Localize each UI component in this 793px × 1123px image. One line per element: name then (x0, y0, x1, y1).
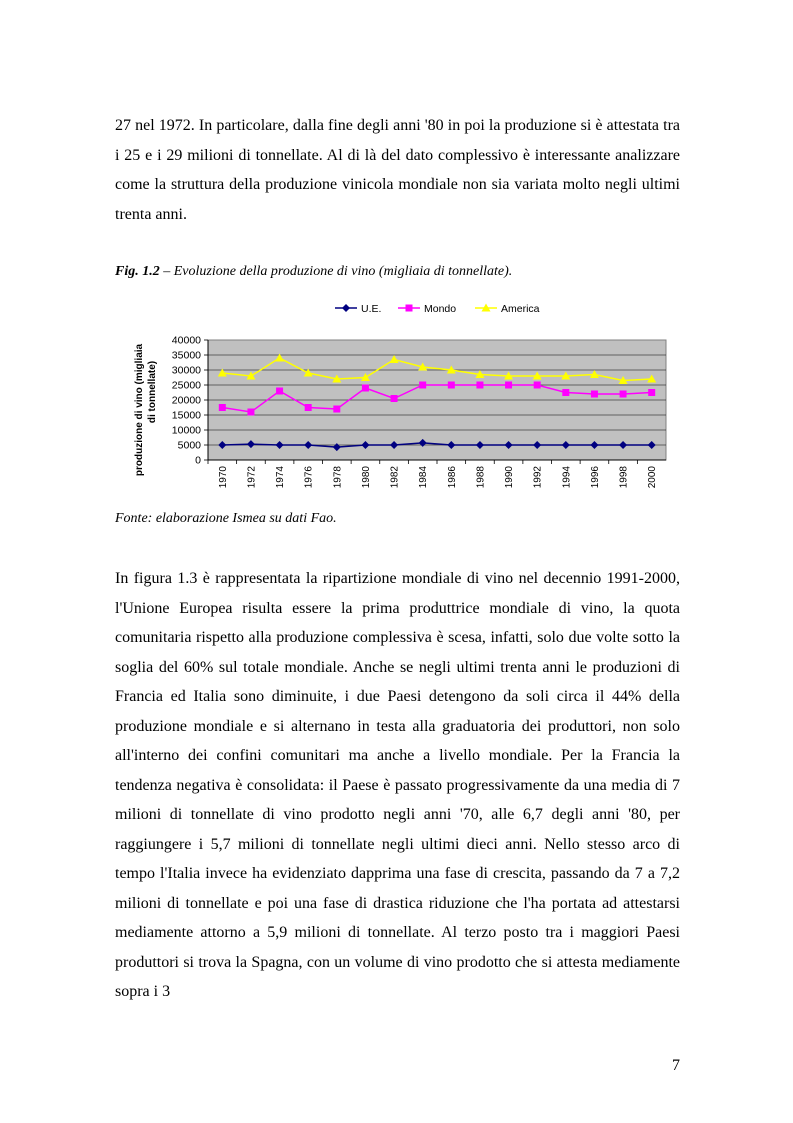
data-point-mondo (419, 382, 426, 389)
y-tick-label: 30000 (171, 364, 201, 377)
figure-label: Fig. 1.2 (115, 264, 160, 279)
x-tick-label: 2000 (647, 466, 659, 489)
body-paragraph-2: In figura 1.3 è rappresentata la ripartizione mondiale di vino nel decennio 1991-2000, l'Unione Europea risulta essere la prima produttrice mondiale di vino, la quota comunitaria rispetto alla produzione complessiva è scesa, infatti, solo due volte sotto la soglia del 60% sul totale mondiale. Anche se negli ultimi trenta anni le produzioni di Francia ed Italia sono diminuite, i due Paesi detengono da soli circa il 44% della produzione mondiale e si alternano in testa alla graduatoria dei produttori, non solo all'interno dei confini comunitari ma anche a livello mondiale. Per la Francia la tendenza negativa è consolidata: il Paese è passato progressivamente da una media di 7 milioni di tonnellate di vino prodotto negli anni '70, alle 6,7 degli anni '80, per raggiungere i 5,7 milioni di tonnellate negli ultimi dieci anni. Nello stesso arco di tempo l'Italia invece ha evidenziato dapprima una fase di crescita, passando da 7 a 7,2 milioni di tonnellate e poi una fase di drastica riduzione che l'ha portata ad attestarsi mediamente attorno a 5,9 milioni di tonnellate. Al terzo posto tra i maggiori Paesi produttori si trova la Spagna, con un volume di vino prodotto che si attesta mediamente sopra i 3 (115, 570, 680, 1000)
wine-production-chart (120, 295, 680, 500)
figure-caption (115, 264, 512, 280)
y-tick-label: 0 (195, 454, 201, 467)
x-tick-label: 1990 (504, 466, 516, 489)
y-tick-label: 20000 (171, 394, 201, 407)
y-tick-label: 15000 (171, 409, 201, 422)
data-point-mondo (505, 382, 512, 389)
data-point-mondo (305, 404, 312, 411)
legend-label-mondo: Mondo (424, 303, 457, 315)
y-tick-label: 5000 (177, 439, 201, 452)
figure-source: Fonte: elaborazione Ismea su dati Fao. (115, 511, 337, 526)
x-tick-label: 1972 (246, 466, 258, 489)
y-tick-label: 25000 (171, 379, 201, 392)
legend-label-ue: U.E. (361, 303, 382, 315)
x-tick-label: 1986 (446, 466, 458, 489)
y-axis-label: produzione di vino (migliaia (134, 343, 145, 477)
legend-marker-mondo (406, 305, 413, 312)
x-tick-label: 1992 (532, 466, 544, 489)
page-number: 7 (672, 1057, 680, 1074)
x-tick-label: 1978 (332, 466, 344, 489)
data-point-mondo (219, 404, 226, 411)
legend-marker-ue (342, 304, 350, 312)
x-tick-label: 1976 (303, 466, 315, 489)
data-point-mondo (648, 389, 655, 396)
x-tick-label: 1982 (389, 466, 401, 489)
x-tick-label: 1984 (418, 466, 430, 489)
x-tick-label: 1970 (217, 466, 229, 489)
figure-caption-text: – Evoluzione della produzione di vino (migliaia di tonnellate). (159, 264, 513, 279)
data-point-mondo (448, 382, 455, 389)
data-point-mondo (333, 406, 340, 413)
x-tick-label: 1988 (475, 466, 487, 489)
y-tick-label: 10000 (171, 424, 201, 437)
x-tick-label: 1980 (360, 466, 372, 489)
data-point-mondo (562, 389, 569, 396)
y-axis-label: di tonnellate) (147, 360, 158, 424)
data-point-mondo (276, 388, 283, 395)
data-point-mondo (534, 382, 541, 389)
data-point-mondo (247, 409, 254, 416)
y-tick-label: 40000 (171, 334, 201, 347)
y-tick-label: 35000 (171, 349, 201, 362)
legend-label-america: America (501, 303, 540, 315)
data-point-mondo (476, 382, 483, 389)
x-tick-label: 1996 (589, 466, 601, 489)
data-point-mondo (591, 391, 598, 398)
data-point-mondo (391, 395, 398, 402)
x-tick-label: 1998 (618, 466, 630, 489)
x-tick-label: 1974 (275, 466, 287, 489)
data-point-mondo (362, 385, 369, 392)
x-tick-label: 1994 (561, 466, 573, 489)
data-point-mondo (620, 391, 627, 398)
body-paragraph-1: 27 nel 1972. In particolare, dalla fine degli anni '80 in poi la produzione si è attestata tra i 25 e i 29 milioni di tonnellate. Al di là del dato complessivo è interessante analizzare come la struttura della produzione vinicola mondiale non sia variata molto negli ultimi trenta anni. (115, 117, 680, 223)
